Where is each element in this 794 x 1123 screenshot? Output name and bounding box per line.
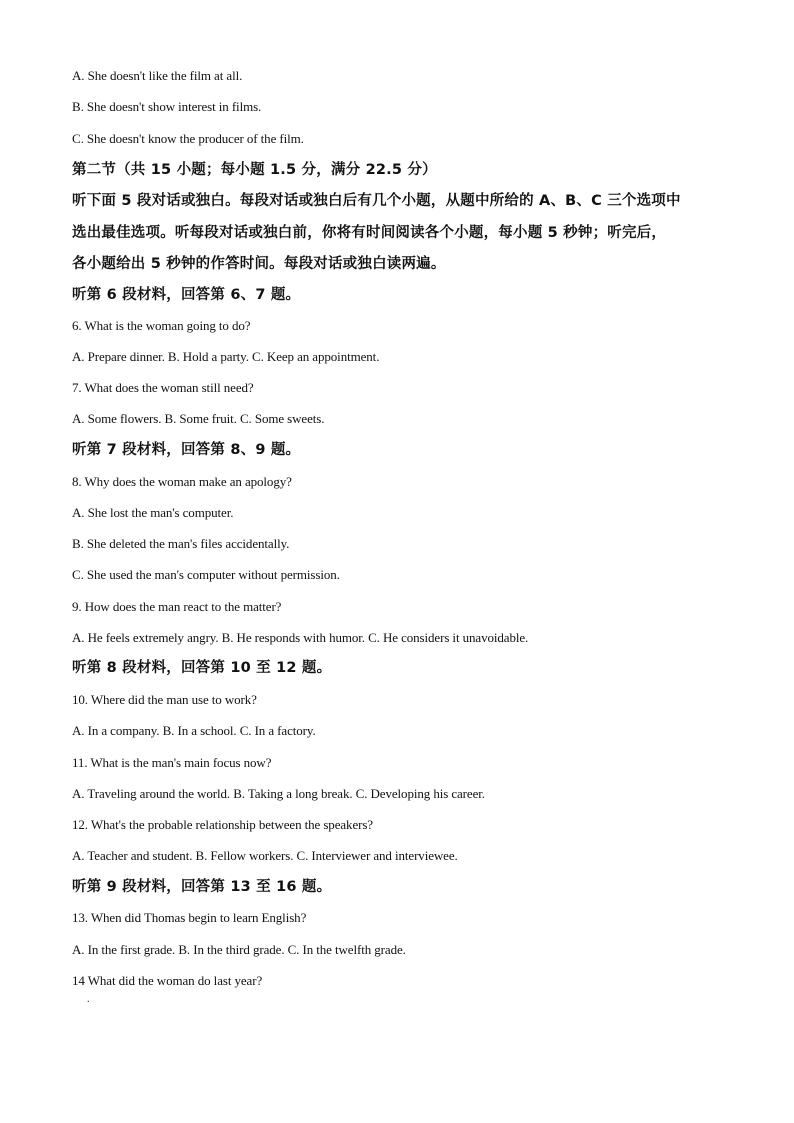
- material-heading: 听第 8 段材料，回答第 10 至 12 题。: [72, 660, 332, 676]
- option-line: A. Traveling around the world. B. Taking a long break. C. Developing his career.: [72, 786, 485, 801]
- question-line: 8. Why does the woman make an apology?: [72, 474, 292, 489]
- option-line: B. She deleted the man's files accidentally.: [72, 536, 290, 551]
- section-heading: 第二节（共 15 小题；每小题 1.5 分，满分 22.5 分）: [72, 162, 437, 178]
- footer-mark: .: [87, 994, 90, 1005]
- instruction-line: 各小题给出 5 秒钟的作答时间。每段对话或独白读两遍。: [72, 256, 446, 272]
- instruction-line: 选出最佳选项。听每段对话或独白前，你将有时间阅读各个小题，每小题 5 秒钟；听完后，: [72, 225, 667, 241]
- option-line: A. He feels extremely angry. B. He responds with humor. C. He considers it unavoidable.: [72, 630, 529, 645]
- material-heading: 听第 9 段材料，回答第 13 至 16 题。: [72, 879, 332, 895]
- question-line: 14 What did the woman do last year?: [72, 973, 263, 988]
- question-line: 11. What is the man's main focus now?: [72, 755, 272, 770]
- option-line: A. Some flowers. B. Some fruit. C. Some sweets.: [72, 411, 325, 426]
- option-line: A. Prepare dinner. B. Hold a party. C. Keep an appointment.: [72, 349, 380, 364]
- question-line: 13. When did Thomas begin to learn English?: [72, 910, 307, 925]
- option-line: A. Teacher and student. B. Fellow workers. C. Interviewer and interviewee.: [72, 848, 458, 863]
- option-line: A. In the first grade. B. In the third grade. C. In the twelfth grade.: [72, 942, 406, 957]
- material-heading: 听第 6 段材料，回答第 6、7 题。: [72, 287, 301, 303]
- option-line: C. She doesn't know the producer of the film.: [72, 131, 304, 146]
- question-line: 7. What does the woman still need?: [72, 380, 254, 395]
- option-line: C. She used the man's computer without permission.: [72, 567, 340, 582]
- option-line: B. She doesn't show interest in films.: [72, 99, 262, 114]
- option-line: A. She lost the man's computer.: [72, 505, 234, 520]
- question-line: 12. What's the probable relationship between the speakers?: [72, 817, 373, 832]
- question-line: 6. What is the woman going to do?: [72, 318, 251, 333]
- question-line: 10. Where did the man use to work?: [72, 692, 257, 707]
- material-heading: 听第 7 段材料，回答第 8、9 题。: [72, 442, 301, 458]
- option-line: A. In a company. B. In a school. C. In a factory.: [72, 723, 316, 738]
- instruction-line: 听下面 5 段对话或独白。每段对话或独白后有几个小题，从题中所给的 A、B、C 三个选项中: [72, 193, 681, 209]
- question-line: 9. How does the man react to the matter?: [72, 599, 282, 614]
- option-line: A. She doesn't like the film at all.: [72, 68, 243, 83]
